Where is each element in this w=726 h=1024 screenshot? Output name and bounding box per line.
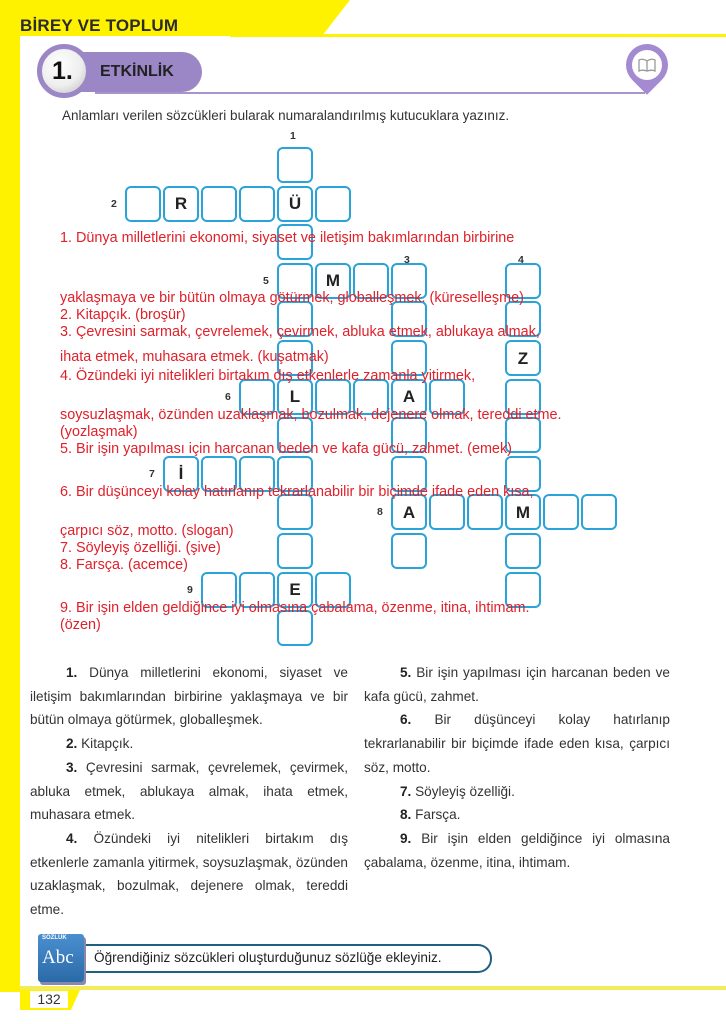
answer-line: 9. Bir işin elden geldiğince iyi olmasına çabalama, özenme, itina, ihtimam. <box>60 600 530 616</box>
dictionary-note-box <box>60 944 492 973</box>
yellow-side-strip <box>0 30 20 992</box>
answer-line: 7. Söyleyiş özelliği. (şive) <box>60 540 221 556</box>
clue-number-5: 5 <box>263 274 269 287</box>
given-letter: Z <box>517 348 529 368</box>
answer-line: 6. Bir düşünceyi kolay hatırlanıp tekrarlanabilir bir biçimde ifade eden kısa, <box>60 484 534 500</box>
dictionary-note: Öğrendiğiniz sözcükleri oluşturduğunuz sözlüğe ekleyiniz. <box>94 950 442 965</box>
answer-line: 8. Farsça. (acemce) <box>60 557 188 573</box>
clue-item <box>30 661 348 732</box>
answer-line: (özen) <box>60 617 101 633</box>
clue-number-3: 3 <box>404 253 410 266</box>
clue-item <box>30 756 348 827</box>
given-letter: M <box>515 502 531 522</box>
clue-number-8: 8 <box>377 506 383 519</box>
crossword-cell[interactable] <box>315 186 351 222</box>
clue-item <box>364 661 670 708</box>
clue-item <box>30 827 348 922</box>
clue-number: 2. <box>66 736 78 752</box>
given-letter: A <box>402 502 416 522</box>
given-letter: L <box>289 387 301 407</box>
section-title: BİREY VE TOPLUM <box>20 16 179 35</box>
crossword-cell[interactable] <box>239 186 275 222</box>
clues-left-column <box>30 661 348 922</box>
crossword-cell[interactable] <box>391 533 427 569</box>
clue-number-4: 4 <box>518 253 524 266</box>
answer-line: ihata etmek, muhasara etmek. (kuşatmak) <box>60 349 329 365</box>
clue-item <box>30 732 348 756</box>
dictionary-abc: Abc <box>42 947 74 968</box>
answer-line: 3. Çevresini sarmak, çevrelemek, çevirmek, abluka etmek, ablukaya almak, <box>60 324 540 340</box>
crossword-cell[interactable] <box>505 340 541 376</box>
crossword-cell[interactable] <box>201 186 237 222</box>
clue-number-9: 9 <box>187 583 193 596</box>
clue-text: Bir işin elden geldiğince iyi olmasına çabalama, özenme, itina, ihtimam. <box>364 830 670 870</box>
clue-number-7: 7 <box>149 467 155 480</box>
clue-text: Kitapçık. <box>77 736 134 752</box>
crossword-cell[interactable] <box>277 186 313 222</box>
clue-text: Farsça. <box>411 807 461 823</box>
page-number: 132 <box>30 991 68 1008</box>
dictionary-label: SÖZLÜK <box>42 935 67 941</box>
clue-number-1: 1 <box>290 130 296 142</box>
clue-number: 3. <box>66 759 78 775</box>
answer-line: (yozlaşmak) <box>60 424 138 440</box>
clue-number: 4. <box>66 830 78 846</box>
clue-text: Çevresini sarmak, çevrelemek, çevirmek, abluka etmek, ablukaya almak, ihata etmek, muhasara etmek. <box>30 759 348 823</box>
clue-text: Bir işin yapılması için harcanan beden ve kafa gücü, zahmet. <box>364 665 670 704</box>
answer-line: 1. Dünya milletlerini ekonomi, siyaset ve iletişim bakımlarından birbirine <box>60 230 515 246</box>
answer-line: çarpıcı söz, motto. (slogan) <box>60 523 234 539</box>
answer-line: 5. Bir işin yapılması için harcanan beden ve kafa gücü, zahmet. (emek) <box>60 441 512 457</box>
dictionary-book-icon <box>38 934 84 982</box>
answer-line: 4. Özündeki iyi nitelikleri birtakım dış etkenlerle zamanla yitirmek, <box>60 368 476 384</box>
open-book-icon <box>632 50 662 80</box>
instruction-text: Anlamları verilen sözcükleri bularak numaralandırılmış kutucuklara yazınız. <box>62 108 510 123</box>
given-letter: R <box>174 194 188 214</box>
crossword-cell[interactable] <box>505 533 541 569</box>
clue-item <box>364 708 670 779</box>
crossword-cell[interactable] <box>277 147 313 183</box>
clue-item <box>364 780 670 804</box>
clues-right-column <box>364 661 670 874</box>
clue-number: 8. <box>400 807 412 823</box>
yellow-bottom-rule <box>20 986 726 990</box>
activity-number-circle <box>37 44 91 98</box>
crossword-cell[interactable] <box>581 494 617 530</box>
answer-line: soysuzlaşmak, özünden uzaklaşmak, bozulmak, dejenere olmak, tereddi etme. <box>60 407 562 423</box>
clue-number-6: 6 <box>225 390 231 403</box>
clue-number: 6. <box>400 712 412 728</box>
clue-number: 7. <box>400 783 412 799</box>
clue-text: Özündeki iyi nitelikleri birtakım dış etkenlerle zamanla yitirmek, soysuzlaşmak, özünden uzaklaşmak, bozulmak, dejenere olmak, tereddi etme. <box>30 830 348 918</box>
clue-text: Bir düşünceyi kolay hatırlanıp tekrarlanabilir bir biçimde ifade eden kısa, çarpıcı söz, motto. <box>364 712 670 775</box>
given-letter: İ <box>178 464 184 484</box>
clue-item <box>364 803 670 827</box>
clue-item <box>364 827 670 874</box>
given-letter: Ü <box>288 194 302 214</box>
clue-text: Dünya milletlerini ekonomi, siyaset ve iletişim bakımlarından birbirine yaklaşmaya ve bir bütün olmaya götürmek, globalleşmek. <box>30 665 348 728</box>
crossword-cell[interactable] <box>163 186 199 222</box>
clue-number: 5. <box>400 665 412 680</box>
crossword-cell[interactable] <box>543 494 579 530</box>
activity-divider <box>95 92 645 94</box>
clue-number: 9. <box>400 830 412 846</box>
clue-number-2: 2 <box>111 197 117 210</box>
clue-text: Söyleyiş özelliği. <box>411 783 515 799</box>
crossword-cell[interactable] <box>125 186 161 222</box>
yellow-top-rule <box>230 34 726 37</box>
answer-line: yaklaşmaya ve bir bütün olmaya götürmek, globalleşmek. (küreselleşme) <box>60 290 524 306</box>
given-letter: E <box>289 580 301 600</box>
answer-line: 2. Kitapçık. (broşür) <box>60 307 186 323</box>
activity-label: ETKİNLİK <box>100 63 174 80</box>
clue-number: 1. <box>66 665 78 680</box>
activity-number: 1. <box>52 57 73 85</box>
crossword-cell[interactable] <box>277 533 313 569</box>
given-letter: M <box>325 271 341 291</box>
given-letter: A <box>402 387 416 407</box>
